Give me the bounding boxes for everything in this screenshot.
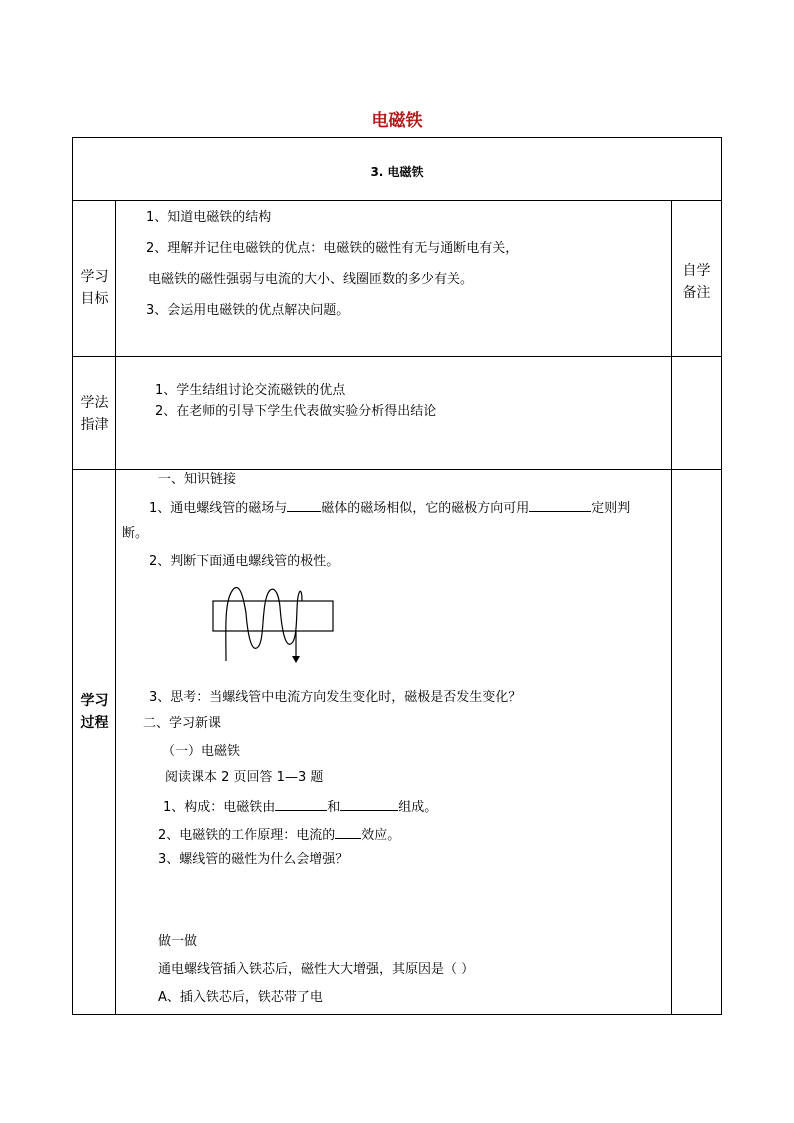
solenoid-core-rect <box>213 601 333 631</box>
answer-blank <box>275 798 327 811</box>
note-label <box>675 260 718 304</box>
process-label <box>73 690 116 734</box>
concept-2 <box>158 826 400 844</box>
answer-blank <box>287 499 321 512</box>
activity-heading: 做一做 <box>158 934 198 949</box>
method-label-line1: 学法 <box>80 395 109 411</box>
concept-3: 3、螺线管的磁性为什么会增强？ <box>158 852 349 867</box>
concept-1-part-c: 组成。 <box>398 800 438 815</box>
question-1-part-a: 1、通电螺线管的磁场与 <box>149 501 288 516</box>
note-label-line2: 备注 <box>682 285 711 301</box>
question-1-continued: 断。 <box>122 526 149 541</box>
answer-blank <box>529 499 591 512</box>
goal-item: 1、知道电磁铁的结构 <box>146 210 272 225</box>
section-knowledge-link: 一、知识链接 <box>158 472 237 487</box>
reading-instruction: 阅读课本 2 页回答 1—3 题 <box>165 770 324 785</box>
current-arrow <box>292 656 300 663</box>
question-1-part-c: 定则判 <box>591 501 631 516</box>
question-1-part-b: 磁体的磁场相似，它的磁极方向可用 <box>321 501 530 516</box>
solenoid-diagram <box>210 583 338 665</box>
note-label-line1: 自学 <box>682 263 711 279</box>
method-item: 1、学生结组讨论交流磁铁的优点 <box>155 383 346 398</box>
goals-label-line1: 学习 <box>80 269 109 285</box>
concept-2-part-b: 效应。 <box>361 828 401 843</box>
goal-item: 2、理解并记住电磁铁的优点：电磁铁的磁性有无与通断电有关， <box>146 241 519 256</box>
answer-blank <box>340 798 398 811</box>
section-new-lesson: 二、学习新课 <box>143 716 222 731</box>
coil-wire <box>226 588 302 661</box>
process-label-line1: 学习 <box>80 693 109 709</box>
option-a: A、插入铁芯后，铁芯带了电 <box>158 990 323 1005</box>
concept-1 <box>163 798 437 816</box>
question-1 <box>149 499 630 517</box>
lesson-heading: 3. 电磁铁 <box>370 165 424 179</box>
question-3: 3、思考：当螺线管中电流方向发生变化时，磁极是否发生变化？ <box>149 690 522 705</box>
goals-label <box>73 266 116 310</box>
concept-2-part-a: 2、电磁铁的工作原理：电流的 <box>158 828 336 843</box>
concept-1-part-b: 和 <box>327 800 341 815</box>
process-label-line2: 过程 <box>80 715 109 731</box>
activity-question: 通电螺线管插入铁芯后，磁性大大增强，其原因是（ ） <box>158 962 475 977</box>
concept-1-part-a: 1、构成：电磁铁由 <box>163 800 276 815</box>
document-title: 电磁铁 <box>371 111 423 131</box>
goal-item: 电磁铁的磁性强弱与电流的大小、线圈匝数的多少有关。 <box>148 272 474 287</box>
method-label <box>73 392 116 436</box>
method-item: 2、在老师的引导下学生代表做实验分析得出结论 <box>155 404 437 419</box>
method-label-line2: 指津 <box>80 417 109 433</box>
answer-blank <box>335 826 361 839</box>
subsection-electromagnet: （一）电磁铁 <box>162 744 241 759</box>
question-2: 2、判断下面通电螺线管的极性。 <box>149 554 340 569</box>
goals-label-line2: 目标 <box>80 291 109 307</box>
goal-item: 3、会运用电磁铁的优点解决问题。 <box>146 303 350 318</box>
